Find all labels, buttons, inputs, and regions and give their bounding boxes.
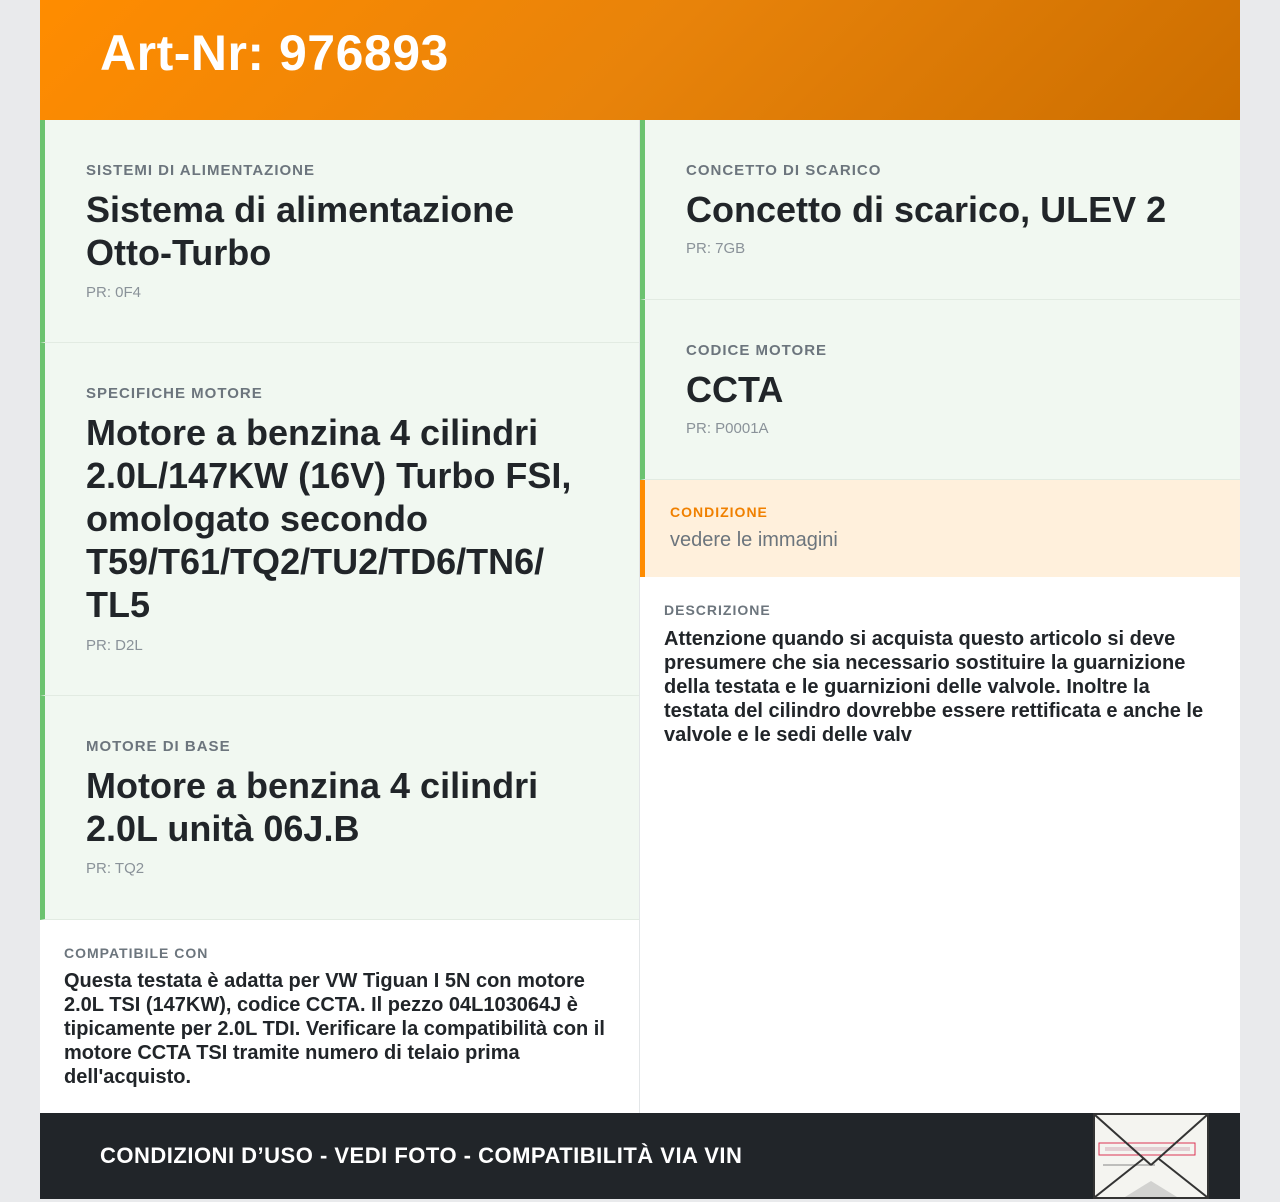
spec-value: CCTA xyxy=(686,369,784,410)
spec-pr-code: PR: 7GB xyxy=(686,240,746,257)
description-text: Attenzione quando si acquista questo articolo si deve presumere che sia necessario sostituire la guarnizione della testata e le guarnizioni delle valvole. Inoltre la testata del cilindro dovrebbe essere rettificata e anche le valvole e le sedi delle valv xyxy=(664,628,1204,746)
compatibility-label: COMPATIBILE CON xyxy=(64,945,209,961)
spec-card-exhaust xyxy=(640,120,1240,300)
spec-label: SPECIFICHE MOTORE xyxy=(86,385,263,402)
envelope-icon xyxy=(1095,1115,1207,1197)
spec-value: Motore a benzina 4 cilindri 2.0L unità 06J.B xyxy=(86,765,539,849)
condition-value: vedere le immagini xyxy=(670,529,838,551)
description-block xyxy=(640,577,1240,877)
right-column xyxy=(640,120,1240,1113)
page xyxy=(40,0,1240,1199)
footer-bar xyxy=(40,1113,1240,1199)
spec-label: CODICE MOTORE xyxy=(686,342,828,359)
spec-label: MOTORE DI BASE xyxy=(86,738,231,755)
condition-label: CONDIZIONE xyxy=(670,504,768,520)
spec-pr-code: PR: TQ2 xyxy=(86,860,145,877)
spec-value: Concetto di scarico, ULEV 2 xyxy=(686,189,1167,230)
spec-pr-code: PR: P0001A xyxy=(686,420,769,437)
condition-card xyxy=(640,480,1240,577)
compatibility-text: Questa testata è adatta per VW Tiguan I 5N con motore 2.0L TSI (147KW), codice CCTA. Il pezzo 04L103064J è tipicamente per 2.0L TDI. Verificare la compatibilità con il motore CCTA TSI tramite numero di telaio prima dell'acquisto. xyxy=(64,970,605,1088)
footer-text: CONDIZIONI D’USO - VEDI FOTO - COMPATIBILITÀ VIA VIN xyxy=(100,1143,743,1168)
compatibility-block xyxy=(40,920,639,1113)
spec-label: CONCETTO DI SCARICO xyxy=(686,162,882,179)
spec-card-fuel-system xyxy=(40,120,639,343)
page-title: Art-Nr: 976893 xyxy=(100,25,449,81)
left-column xyxy=(40,120,639,1113)
spec-value: Sistema di alimentazione Otto-Turbo xyxy=(86,189,515,273)
spec-card-base-engine xyxy=(40,696,639,920)
spec-label: SISTEMI DI ALIMENTAZIONE xyxy=(86,162,315,179)
spec-pr-code: PR: 0F4 xyxy=(86,284,142,301)
spec-card-engine-code xyxy=(640,300,1240,480)
vin-document-thumbnail[interactable] xyxy=(1093,1113,1209,1199)
description-label: DESCRIZIONE xyxy=(664,602,771,618)
spec-card-engine-specs xyxy=(40,343,639,696)
spec-value: Motore a benzina 4 cilindri 2.0L/147KW (16V) Turbo FSI, omologato secondo T59/T61/TQ2/TU2/TD6/TN6/ TL5 xyxy=(86,412,572,625)
spec-pr-code: PR: D2L xyxy=(86,637,143,654)
header-banner xyxy=(40,0,1240,120)
